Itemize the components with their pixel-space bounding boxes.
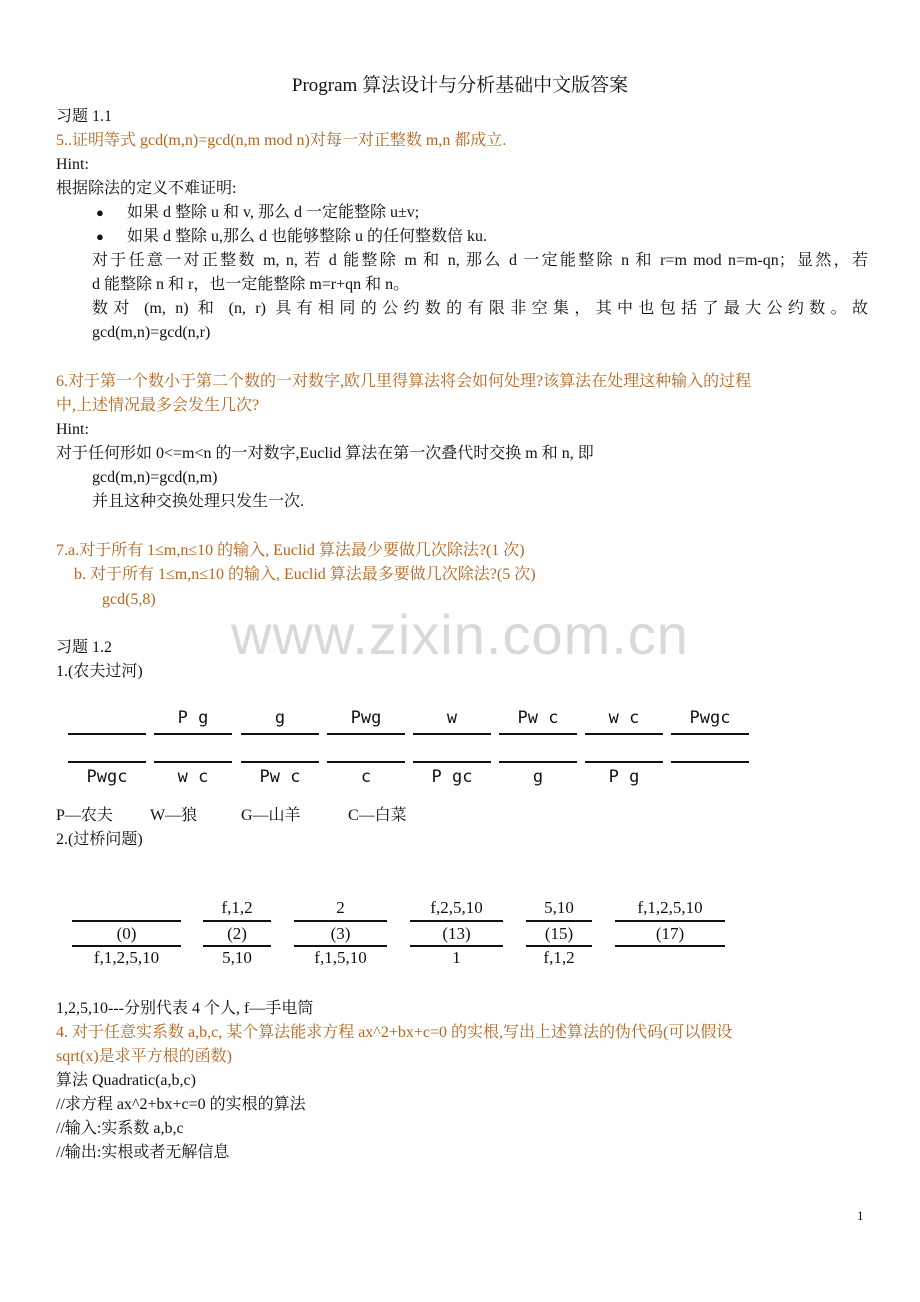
bridge-line xyxy=(615,945,725,947)
river-bank-line xyxy=(68,761,146,763)
river-bank-line xyxy=(499,733,577,735)
river-top-cell: Pwg xyxy=(350,708,382,728)
bridge-line xyxy=(410,945,503,947)
legend-cabbage: C—白菜 xyxy=(348,807,407,824)
bullet-dot: ● xyxy=(96,229,104,244)
bridge-time-cell: (0) xyxy=(116,924,137,943)
river-bank-line xyxy=(68,733,146,735)
algorithm-line: 算法 Quadratic(a,b,c) xyxy=(56,1072,196,1089)
hint-label: Hint: xyxy=(56,421,89,438)
proof-paragraph-1: 对于任意一对正整数 m, n, 若 d 能整除 m 和 n, 那么 d 一定能整除 n 和 r=m mod n=m-qn；显然，若 xyxy=(92,252,868,269)
proof-conclusion: gcd(m,n)=gcd(n,r) xyxy=(92,324,211,341)
question-4-cont: sqrt(x)是求平方根的函数) xyxy=(56,1048,232,1065)
bridge-line xyxy=(526,945,592,947)
river-bank-line xyxy=(671,761,749,763)
bridge-note: 1,2,5,10---分别代表 4 个人, f—手电筒 xyxy=(56,1000,314,1017)
river-bank-line xyxy=(154,761,232,763)
hint-label: Hint: xyxy=(56,156,89,173)
river-bottom-cell: g xyxy=(532,767,544,787)
section-heading-1-2: 习题 1.2 xyxy=(56,639,113,656)
river-bank-line xyxy=(241,761,319,763)
bridge-line xyxy=(526,920,592,922)
bridge-line xyxy=(294,945,387,947)
bridge-bottom-cell: 1 xyxy=(452,948,461,967)
question-4: 4. 对于任意实系数 a,b,c, 某个算法能求方程 ax^2+bx+c=0 的实根,写出上述算法的伪代码(可以假设 xyxy=(56,1024,733,1041)
bridge-line xyxy=(294,920,387,922)
question-7-example: gcd(5,8) xyxy=(102,591,156,608)
river-bottom-cell: Pw c xyxy=(259,767,301,787)
bridge-line xyxy=(72,920,181,922)
proof-intro: 根据除法的定义不难证明: xyxy=(56,180,237,197)
river-top-cell: Pw c xyxy=(517,708,559,728)
river-bank-line xyxy=(413,761,491,763)
bridge-bottom-cell: f,1,5,10 xyxy=(314,948,367,967)
page-number: 1 xyxy=(857,1208,864,1223)
bridge-bottom-cell: f,1,2 xyxy=(543,948,575,967)
river-bank-line xyxy=(413,733,491,735)
algorithm-line: //输入:实系数 a,b,c xyxy=(56,1120,184,1137)
bridge-top-cell: 2 xyxy=(336,898,345,917)
river-bottom-cell: P gc xyxy=(431,767,473,787)
legend-goat: G—山羊 xyxy=(241,807,301,824)
document-title: Program 算法设计与分析基础中文版答案 xyxy=(291,75,629,96)
bridge-time-cell: (13) xyxy=(442,924,471,943)
river-bottom-cell: Pwgc xyxy=(86,767,128,787)
bullet-item: 如果 d 整除 u 和 v, 那么 d 一定能整除 u±v; xyxy=(127,204,420,221)
river-bank-line xyxy=(327,761,405,763)
river-bank-line xyxy=(327,733,405,735)
river-bottom-cell: P g xyxy=(608,767,640,787)
river-bank-line xyxy=(154,733,232,735)
bridge-time-cell: (15) xyxy=(544,924,574,943)
bridge-top-cell: f,1,2 xyxy=(221,898,253,917)
bridge-time-cell: (17) xyxy=(655,924,685,943)
answer-6-formula: gcd(m,n)=gcd(n,m) xyxy=(92,469,218,486)
question-7b: b. 对于所有 1≤m,n≤10 的输入, Euclid 算法最多要做几次除法?(5 次) xyxy=(74,566,536,583)
bridge-bottom-cell: f,1,2,5,10 xyxy=(93,948,160,967)
bridge-line xyxy=(72,945,181,947)
river-top-cell: P g xyxy=(177,708,209,728)
bridge-top-cell: f,1,2,5,10 xyxy=(637,898,703,917)
algorithm-line: //输出:实根或者无解信息 xyxy=(56,1144,230,1161)
bridge-time-cell: (3) xyxy=(330,924,351,943)
river-bank-line xyxy=(671,733,749,735)
river-top-cell: w xyxy=(446,708,458,728)
answer-6-note: 并且这种交换处理只发生一次. xyxy=(92,493,305,510)
river-bank-line xyxy=(241,733,319,735)
legend-farmer: P—农夫 xyxy=(56,807,113,824)
bridge-top-cell: f,2,5,10 xyxy=(430,898,483,917)
bullet-item: 如果 d 整除 u,那么 d 也能够整除 u 的任何整数倍 ku. xyxy=(127,228,488,245)
river-bank-line xyxy=(585,761,663,763)
proof-paragraph-2: 数对 (m, n) 和 (n, r) 具有相同的公约数的有限非空集，其中也包括了最大公约数。故 xyxy=(92,300,868,317)
problem-2-title: 2.(过桥问题) xyxy=(56,831,143,848)
bridge-time-cell: (2) xyxy=(227,924,247,943)
bullet-dot: ● xyxy=(96,205,104,220)
question-6-cont: 中,上述情况最多会发生几次? xyxy=(56,397,260,414)
algorithm-line: //求方程 ax^2+bx+c=0 的实根的算法 xyxy=(56,1096,306,1113)
river-bank-line xyxy=(585,733,663,735)
river-top-cell: g xyxy=(274,708,286,728)
bridge-line xyxy=(615,920,725,922)
proof-paragraph-1-cont: d 能整除 n 和 r，也一定能整除 m=r+qn 和 n。 xyxy=(92,276,410,293)
river-bank-line xyxy=(499,761,577,763)
river-bottom-cell: w c xyxy=(177,767,209,787)
bridge-bottom-cell: 5,10 xyxy=(222,948,252,967)
bridge-top-cell: 5,10 xyxy=(544,898,574,917)
river-bottom-cell: c xyxy=(360,767,372,787)
section-heading-1-1: 习题 1.1 xyxy=(56,108,113,125)
bridge-line xyxy=(410,920,503,922)
question-5: 5..证明等式 gcd(m,n)=gcd(n,m mod n)对每一对正整数 m,n 都成立. xyxy=(56,132,507,149)
bridge-line xyxy=(203,945,271,947)
question-7a: 7.a.对于所有 1≤m,n≤10 的输入, Euclid 算法最少要做几次除法?(1 次) xyxy=(56,542,525,559)
watermark: www.zixin.com.cn xyxy=(231,603,689,666)
bridge-line xyxy=(203,920,271,922)
answer-6: 对于任何形如 0<=m<n 的一对数字,Euclid 算法在第一次叠代时交换 m 和 n, 即 xyxy=(56,445,594,462)
legend-wolf: W—狼 xyxy=(150,807,198,824)
question-6: 6.对于第一个数小于第二个数的一对数字,欧几里得算法将会如何处理?该算法在处理这种输入的过程 xyxy=(56,373,752,390)
problem-1-title: 1.(农夫过河) xyxy=(56,663,143,680)
river-top-cell: w c xyxy=(608,708,640,728)
river-top-cell: Pwgc xyxy=(689,708,731,728)
